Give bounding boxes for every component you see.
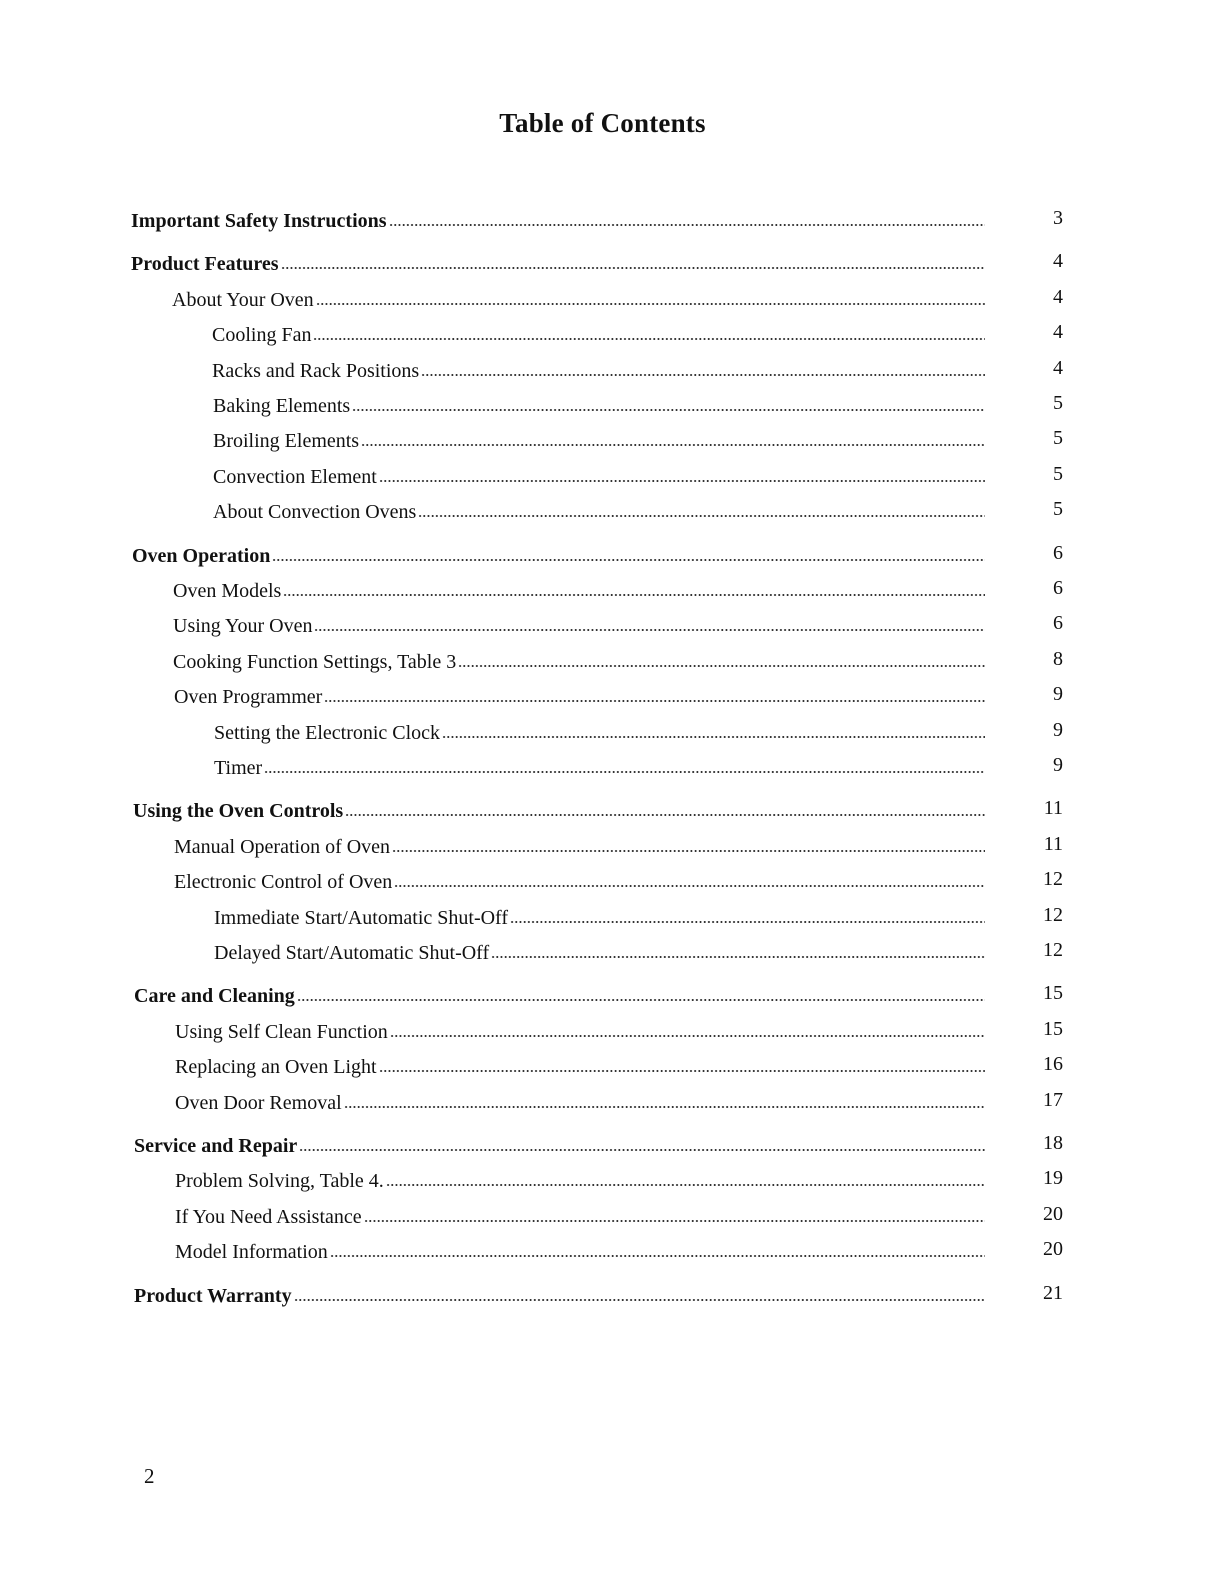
dot-leader: [421, 372, 985, 378]
toc-entry-label: About Convection Ovens: [213, 501, 417, 523]
toc-entry-label: Product Warranty: [134, 1285, 292, 1307]
toc-entry-page: 11: [1043, 797, 1063, 819]
dot-leader: [313, 336, 985, 342]
toc-entry: [175, 1163, 1063, 1193]
toc-entry: [132, 538, 1063, 568]
toc-entry-label: Oven Programmer: [174, 686, 323, 708]
toc-entry-page: 6: [1053, 612, 1063, 634]
toc-entry: [214, 935, 1063, 965]
dot-leader: [297, 997, 985, 1003]
toc-entry-page: 21: [1043, 1282, 1063, 1304]
dot-leader: [394, 883, 985, 889]
toc-entry: [214, 750, 1063, 780]
toc-entry: [175, 1234, 1063, 1264]
toc-entry: [213, 423, 1063, 453]
dot-leader: [392, 848, 985, 854]
dot-leader: [491, 954, 985, 960]
toc-entry-label: Problem Solving, Table 4.: [175, 1170, 384, 1192]
toc-entry-page: 20: [1043, 1238, 1063, 1260]
toc-entry: [213, 388, 1063, 418]
toc-entry-page: 17: [1043, 1089, 1063, 1111]
toc-entry: [213, 459, 1063, 489]
toc-entry-label: Timer: [214, 757, 263, 779]
dot-leader: [364, 1218, 985, 1224]
toc-entry-page: 20: [1043, 1203, 1063, 1225]
toc-entry-page: 11: [1043, 833, 1063, 855]
toc-entry-page: 9: [1053, 719, 1063, 741]
dot-leader: [299, 1147, 985, 1153]
toc-entry-page: 6: [1053, 542, 1063, 564]
toc-entry-label: Broiling Elements: [213, 430, 360, 452]
toc-entry: [175, 1199, 1063, 1229]
toc-entry: [131, 203, 1063, 233]
page-number: 2: [144, 1464, 155, 1488]
dot-leader: [344, 1104, 985, 1110]
toc-entry: [175, 1049, 1063, 1079]
dot-leader: [324, 698, 985, 704]
toc-entry-page: 18: [1043, 1132, 1063, 1154]
dot-leader: [264, 769, 985, 775]
toc-entry-label: Convection Element: [213, 466, 377, 488]
toc-entry-label: Product Features: [131, 253, 279, 275]
dot-leader: [316, 301, 985, 307]
toc-entry-page: 12: [1043, 939, 1063, 961]
toc-entry-label: Setting the Electronic Clock: [214, 722, 441, 744]
toc-entry-page: 5: [1053, 427, 1063, 449]
toc-entry-label: About Your Oven: [172, 289, 314, 311]
toc-entry: [212, 317, 1063, 347]
toc-entry: [212, 353, 1063, 383]
toc-entry: [131, 246, 1063, 276]
toc-entry-page: 4: [1053, 286, 1063, 308]
toc-entry-label: Oven Door Removal: [175, 1092, 342, 1114]
toc-entry-page: 15: [1043, 982, 1063, 1004]
dot-leader: [442, 734, 985, 740]
toc-entry: [214, 715, 1063, 745]
dot-leader: [386, 1182, 985, 1188]
toc-entry-page: 8: [1053, 648, 1063, 670]
dot-leader: [379, 1068, 985, 1074]
toc-entry: [173, 608, 1063, 638]
toc-entry-page: 15: [1043, 1018, 1063, 1040]
toc-entry-label: Immediate Start/Automatic Shut-Off: [214, 907, 509, 929]
toc-entry: [173, 644, 1063, 674]
toc-entry-page: 4: [1053, 357, 1063, 379]
dot-leader: [458, 663, 985, 669]
page-title: Table of Contents: [499, 108, 706, 138]
toc-entry: [175, 1014, 1063, 1044]
toc-entry-label: Electronic Control of Oven: [174, 871, 393, 893]
toc-entry-page: 5: [1053, 392, 1063, 414]
toc-entry-label: Using Self Clean Function: [175, 1021, 388, 1043]
toc-entry: [134, 978, 1063, 1008]
toc-entry: [175, 1085, 1063, 1115]
toc-entry-label: Cooling Fan: [212, 324, 312, 346]
toc-entry-label: Oven Operation: [132, 545, 271, 567]
toc-entry-label: Manual Operation of Oven: [174, 836, 391, 858]
toc-entry-label: Replacing an Oven Light: [175, 1056, 377, 1078]
toc-entry-label: Delayed Start/Automatic Shut-Off: [214, 942, 490, 964]
toc-entry-page: 16: [1043, 1053, 1063, 1075]
toc-entry-page: 9: [1053, 754, 1063, 776]
dot-leader: [272, 557, 985, 563]
toc-entry-label: Using Your Oven: [173, 615, 313, 637]
toc-entry-label: Care and Cleaning: [134, 985, 295, 1007]
toc-entry: [213, 494, 1063, 524]
dot-leader: [389, 222, 985, 228]
toc-entry: [174, 829, 1063, 859]
toc-entry-label: Important Safety Instructions: [131, 210, 387, 232]
toc-entry: [214, 900, 1063, 930]
toc-entry-label: Baking Elements: [213, 395, 351, 417]
toc-entry-page: 19: [1043, 1167, 1063, 1189]
toc-entry-label: If You Need Assistance: [175, 1206, 362, 1228]
toc-entry-label: Racks and Rack Positions: [212, 360, 420, 382]
toc-entry-page: 5: [1053, 463, 1063, 485]
toc-entry: [134, 1128, 1063, 1158]
dot-leader: [314, 627, 985, 633]
toc-entry-page: 3: [1053, 207, 1063, 229]
toc-entry-page: 4: [1053, 321, 1063, 343]
dot-leader: [361, 442, 985, 448]
dot-leader: [510, 919, 985, 925]
toc-entry: [134, 1278, 1063, 1308]
toc-entry: [172, 282, 1063, 312]
toc-entry: [174, 679, 1063, 709]
toc-entry-page: 9: [1053, 683, 1063, 705]
dot-leader: [345, 812, 985, 818]
dot-leader: [294, 1297, 985, 1303]
toc-entry-label: Service and Repair: [134, 1135, 298, 1157]
toc-entry-page: 12: [1043, 904, 1063, 926]
toc-entry-page: 4: [1053, 250, 1063, 272]
toc-entry: [133, 793, 1063, 823]
dot-leader: [418, 513, 985, 519]
toc-entry-label: Model Information: [175, 1241, 328, 1263]
toc-entry: [173, 573, 1063, 603]
dot-leader: [379, 478, 985, 484]
toc-entry-page: 5: [1053, 498, 1063, 520]
toc-entry-label: Oven Models: [173, 580, 282, 602]
toc-entry-page: 6: [1053, 577, 1063, 599]
dot-leader: [283, 592, 985, 598]
dot-leader: [330, 1253, 985, 1259]
toc-entry-label: Cooking Function Settings, Table 3: [173, 651, 457, 673]
toc-entry-page: 12: [1043, 868, 1063, 890]
toc-entry: [174, 864, 1063, 894]
dot-leader: [390, 1033, 985, 1039]
toc-entry-label: Using the Oven Controls: [133, 800, 344, 822]
dot-leader: [352, 407, 985, 413]
dot-leader: [281, 265, 985, 271]
